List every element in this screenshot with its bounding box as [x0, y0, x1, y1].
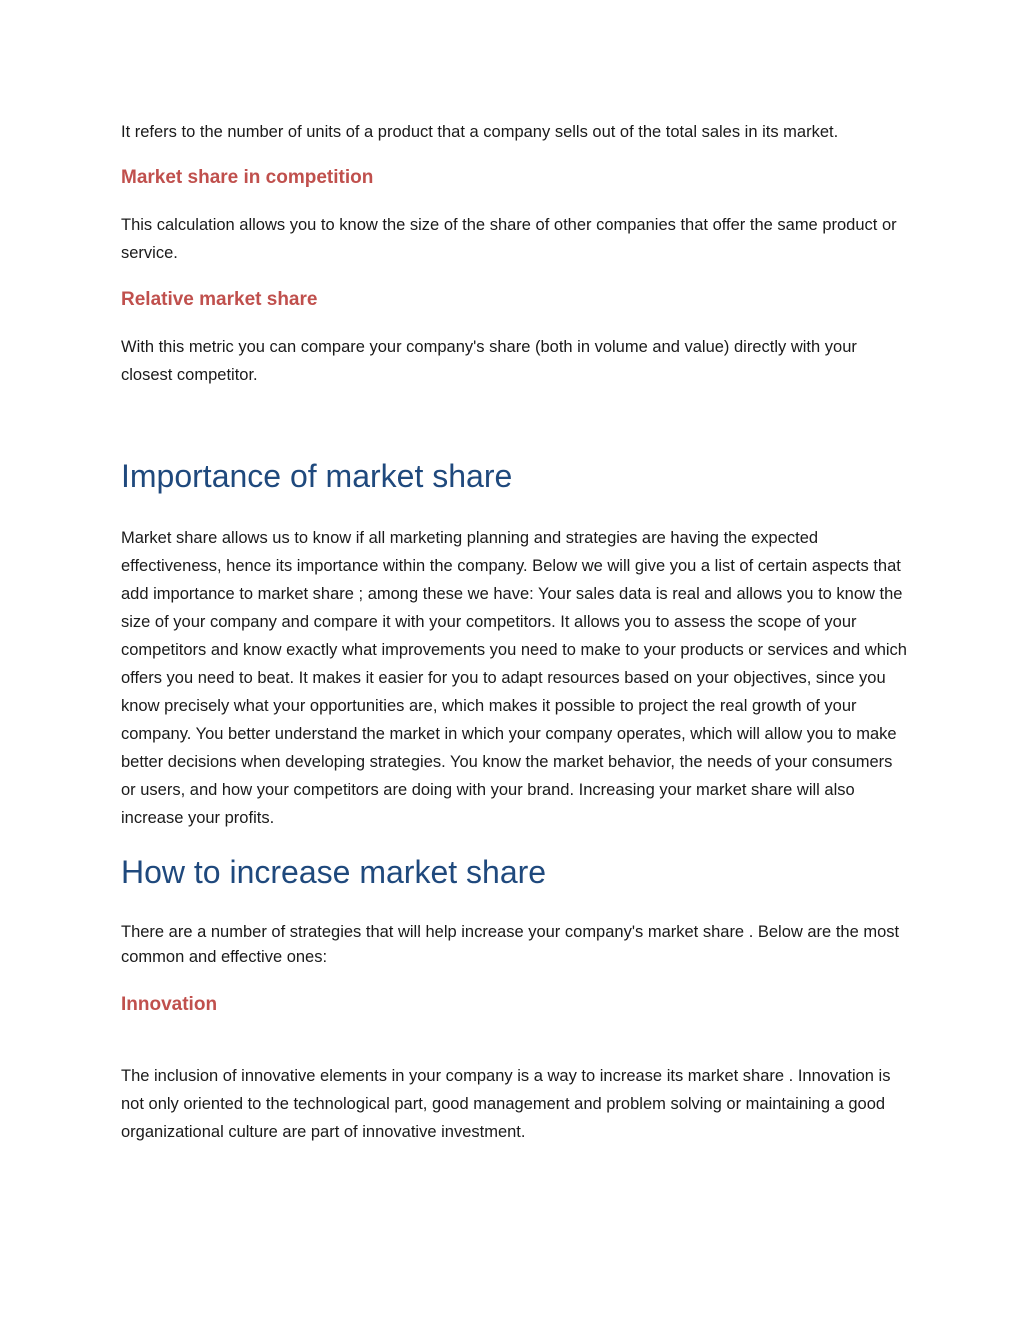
heading-how-to-increase: How to increase market share [121, 854, 547, 890]
heading-importance-market-share: Importance of market share [121, 458, 513, 494]
importance-paragraph: Market share allows us to know if all marketing planning and strategies are having the expected effectiveness, hence its importance within the company. Below we will give you a list of certain aspects that add importance to market share ; among these we have: Your sales data is real and allows you to know the size of your company and compare it with your competitors. It allows you to assess the scope of your competitors and know exactly what improvements you need to make to your products or services and which offers you need to beat. It makes it easier for you to adapt resources based on your objectives, since you know precisely what your opportunities are, which makes it possible to project the real growth of your company. You better understand the market in which your company operates, which will allow you to make better decisions when developing strategies. You know the market behavior, the needs of your consumers or users, and how your competitors are doing with your brand. Increasing your market share will also increase your profits. [121, 529, 907, 827]
innovation-paragraph: The inclusion of innovative elements in your company is a way to increase its market share . Innovation is not only oriented to the technological part, good management and problem solving or maintaining a good organizational culture are part of innovative investment. [121, 1067, 891, 1141]
intro-paragraph: It refers to the number of units of a product that a company sells out of the total sales in its market. [121, 123, 839, 141]
competition-paragraph: This calculation allows you to know the size of the share of other companies that offer the same product or service. [121, 216, 897, 262]
heading-innovation: Innovation [121, 994, 218, 1015]
relative-paragraph: With this metric you can compare your company's share (both in volume and value) directly with your closest competitor. [121, 338, 857, 384]
heading-market-share-competition: Market share in competition [121, 167, 374, 188]
document-page [121, 118, 911, 1146]
increase-paragraph: There are a number of strategies that will help increase your company's market share . Below are the most common and effective ones: [121, 923, 900, 966]
heading-relative-market-share: Relative market share [121, 289, 318, 310]
